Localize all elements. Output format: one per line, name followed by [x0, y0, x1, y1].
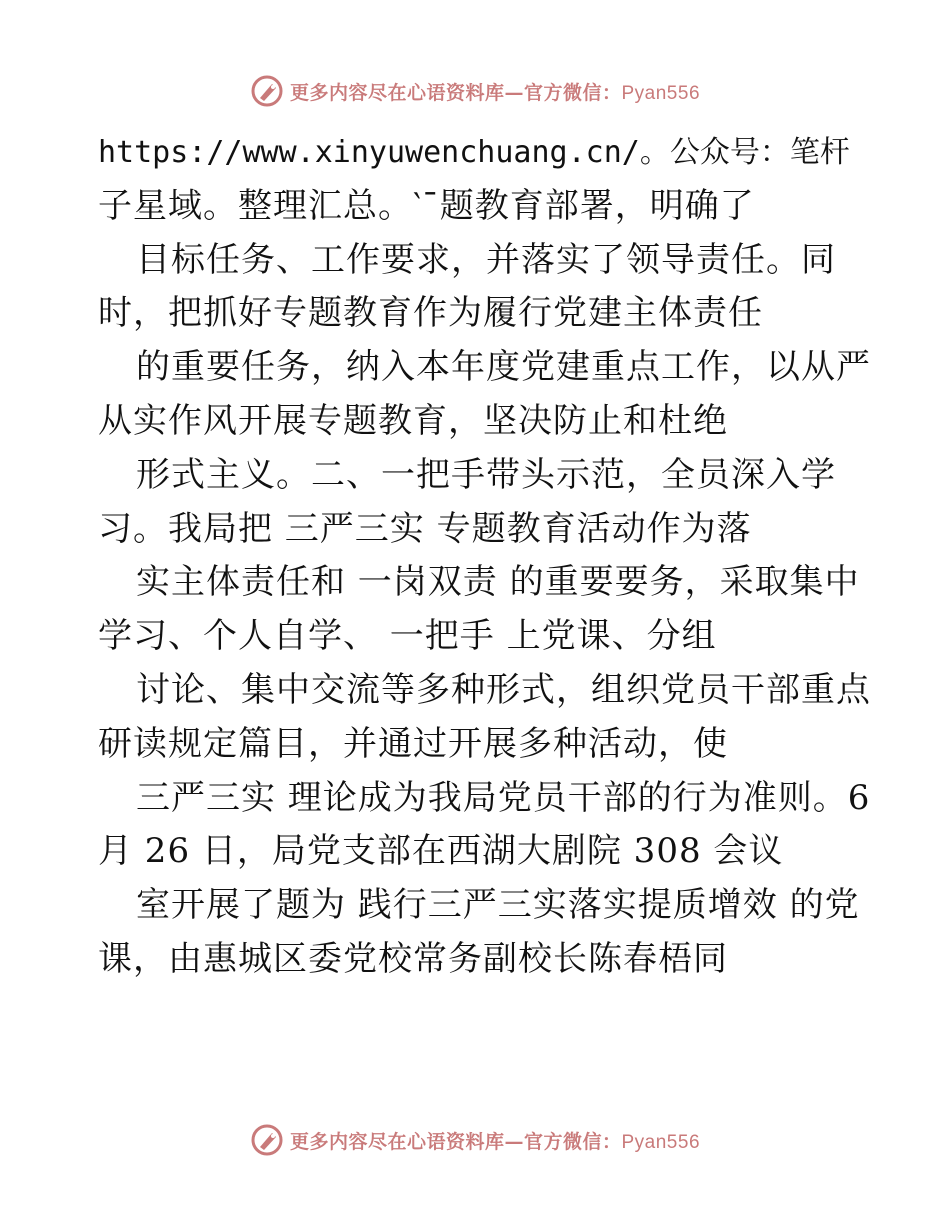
text-line-11: 讨论、集中交流等多种形式，组织党员干部重点	[136, 669, 871, 710]
text-line-3: 目标任务、工作要求，并落实了领导责任。同	[136, 239, 836, 280]
text-line-9: 实主体责任和 一岗双责 的重要要务，采取集中	[136, 562, 860, 603]
text-line-13: 三严三实 理论成为我局党员干部的行为准则。6	[136, 777, 871, 818]
text-line-1: https://www.xinyuwenchuang.cn/。公众号：笔杆	[98, 135, 850, 170]
watermark-text-cn: 更多内容尽在心语资料库—官方微信：	[289, 81, 622, 104]
header-watermark	[0, 71, 950, 111]
watermark-text	[290, 1127, 700, 1154]
watermark-text-latin: Pyan556	[621, 1131, 701, 1153]
text-line-12: 研读规定篇目，并通过开展多种活动，使	[98, 723, 728, 764]
text-line-14: 月 26 日，局党支部在西湖大剧院 308 会议	[98, 831, 784, 872]
text-line-6: 从实作风开展专题教育，坚决防止和杜绝	[98, 400, 728, 441]
footer-watermark	[0, 1120, 950, 1160]
text-line-7: 形式主义。二、一把手带头示范，全员深入学	[136, 454, 836, 495]
document-body	[98, 126, 871, 987]
pen-nib-seal-icon	[250, 74, 284, 108]
watermark-text-latin: Pyan556	[621, 82, 701, 104]
text-line-8: 习。我局把 三严三实 专题教育活动作为落	[98, 508, 752, 549]
text-line-2: 子星域。整理汇总。‵¯题教育部署，明确了	[98, 185, 755, 226]
text-line-16: 课，由惠城区委党校常务副校长陈春梧同	[98, 938, 728, 979]
text-line-4: 时，把抓好专题教育作为履行党建主体责任	[98, 293, 763, 334]
text-line-15: 室开展了题为 践行三严三实落实提质增效 的党	[136, 885, 860, 926]
watermark-text	[290, 78, 700, 105]
text-line-5: 的重要任务，纳入本年度党建重点工作，以从严	[136, 347, 871, 388]
watermark-text-cn: 更多内容尽在心语资料库—官方微信：	[289, 1130, 622, 1153]
text-line-10: 学习、个人自学、 一把手 上党课、分组	[98, 616, 717, 657]
pen-nib-seal-icon	[250, 1123, 284, 1157]
